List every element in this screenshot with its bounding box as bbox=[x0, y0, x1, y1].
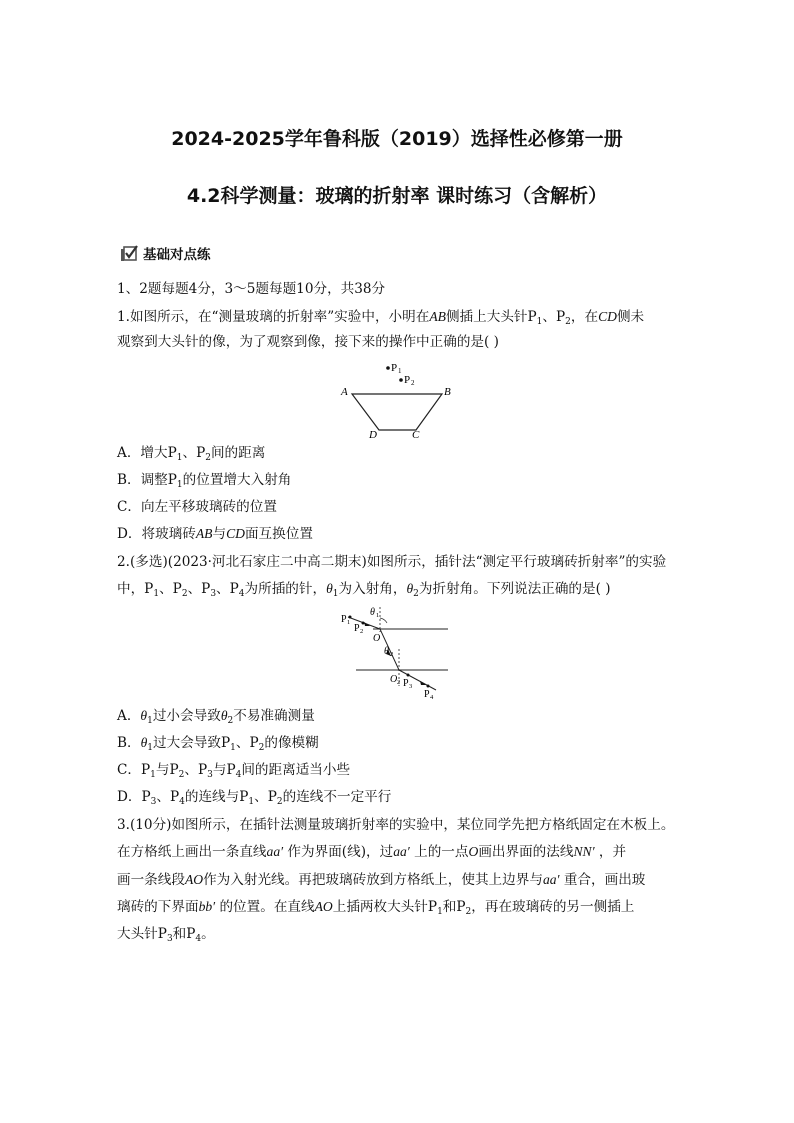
section-title: 基础对点练 bbox=[143, 247, 211, 263]
q1-option-b: B．调整$P_1$的位置增大入射角 bbox=[117, 472, 292, 490]
q2-stem-line-1: 2.(多选)(2023·河北石家庄二中高二期末)如图所示，插针法“测定平行玻璃砖折射率”的实验 bbox=[117, 554, 667, 570]
svg-text:B: B bbox=[444, 386, 451, 398]
svg-text:3: 3 bbox=[409, 683, 413, 690]
q1-stem-line-2: 观察到大头针的像，为了观察到像，接下来的操作中正确的是( ) bbox=[117, 334, 499, 350]
svg-text:2: 2 bbox=[397, 679, 401, 686]
q3-stem-line-5: 大头针$P_3$和$P_4$。 bbox=[117, 926, 215, 944]
svg-text:θ: θ bbox=[370, 607, 375, 618]
svg-text:P: P bbox=[424, 689, 430, 700]
q1-option-c: C．向左平移玻璃砖的位置 bbox=[117, 499, 277, 515]
svg-text:4: 4 bbox=[430, 694, 434, 700]
q2-option-c: C．$P_1$与$P_2$、$P_3$与$P_4$间的距离适当小些 bbox=[117, 762, 351, 780]
svg-text:D: D bbox=[369, 429, 377, 440]
title-line-1: 2024-2025学年鲁科版（2019）选择性必修第一册 bbox=[171, 128, 623, 150]
svg-text:1: 1 bbox=[347, 619, 351, 626]
svg-text:P: P bbox=[403, 678, 409, 689]
q3-stem-line-1: 3.(10分)如图所示，在插针法测量玻璃折射率的实验中，某位同学先把方格纸固定在木板上。 bbox=[117, 817, 675, 833]
q3-stem-line-4: 璃砖的下界面bb′ 的位置。在直线AO上插两枚大头针$P_1$和$P_2$，再在玻璃砖的另一侧插上 bbox=[117, 899, 635, 917]
q2-option-d: D．$P_3$、$P_4$的连线与$P_1$、$P_2$的连线不一定平行 bbox=[117, 789, 392, 807]
q2-glass-block-figure bbox=[340, 604, 455, 700]
checkbox-pencil-icon bbox=[119, 244, 139, 262]
q1-option-d: D．将玻璃砖AB与CD面互换位置 bbox=[117, 526, 313, 542]
q2-stem-line-2: 中，$P_1$、$P_2$、$P_3$、$P_4$为所插的针，$\theta_1$为入射角，$\theta_2$为折射角。下列说法正确的是( ) bbox=[117, 581, 611, 599]
svg-text:1: 1 bbox=[398, 367, 402, 375]
svg-text:P: P bbox=[391, 362, 398, 374]
q1-option-a: A．增大$P_1$、$P_2$间的距离 bbox=[117, 445, 266, 463]
q3-stem-line-3: 画一条线段AO作为入射光线。再把玻璃砖放到方格纸上，使其上边界与aa′ 重合，画出玻 bbox=[117, 872, 646, 888]
svg-text:O: O bbox=[373, 633, 381, 644]
svg-text:2: 2 bbox=[390, 651, 394, 658]
svg-text:P: P bbox=[354, 623, 360, 634]
svg-text:2: 2 bbox=[360, 628, 364, 635]
scoring-note: 1、2题每题4分，3～5题每题10分，共38分 bbox=[117, 281, 386, 297]
svg-text:1: 1 bbox=[376, 612, 380, 619]
title-line-2: 4.2科学测量：玻璃的折射率 课时练习（含解析） bbox=[186, 185, 608, 207]
svg-text:O: O bbox=[390, 674, 398, 685]
svg-text:θ: θ bbox=[384, 646, 389, 657]
svg-text:P: P bbox=[341, 614, 347, 625]
svg-text:A: A bbox=[341, 386, 348, 398]
q2-option-a: A．$\theta_1$过小会导致$\theta_2$不易准确测量 bbox=[117, 708, 315, 726]
q1-trapezoid-figure bbox=[330, 358, 470, 440]
section-header bbox=[119, 243, 211, 263]
q3-stem-line-2: 在方格纸上画出一条直线aa′ 作为界面(线)，过aa′ 上的一点O画出界面的法线NN′ ，并 bbox=[117, 844, 627, 860]
q1-stem-line-1: 1.如图所示，在“测量玻璃的折射率”实验中，小明在AB侧插上大头针$P_1$、$P_2$，在CD侧未 bbox=[117, 309, 645, 327]
svg-text:P: P bbox=[404, 374, 411, 386]
q2-option-b: B．$\theta_1$过大会导致$P_1$、$P_2$的像模糊 bbox=[117, 735, 319, 753]
svg-text:C: C bbox=[412, 429, 420, 440]
svg-text:2: 2 bbox=[411, 379, 415, 387]
